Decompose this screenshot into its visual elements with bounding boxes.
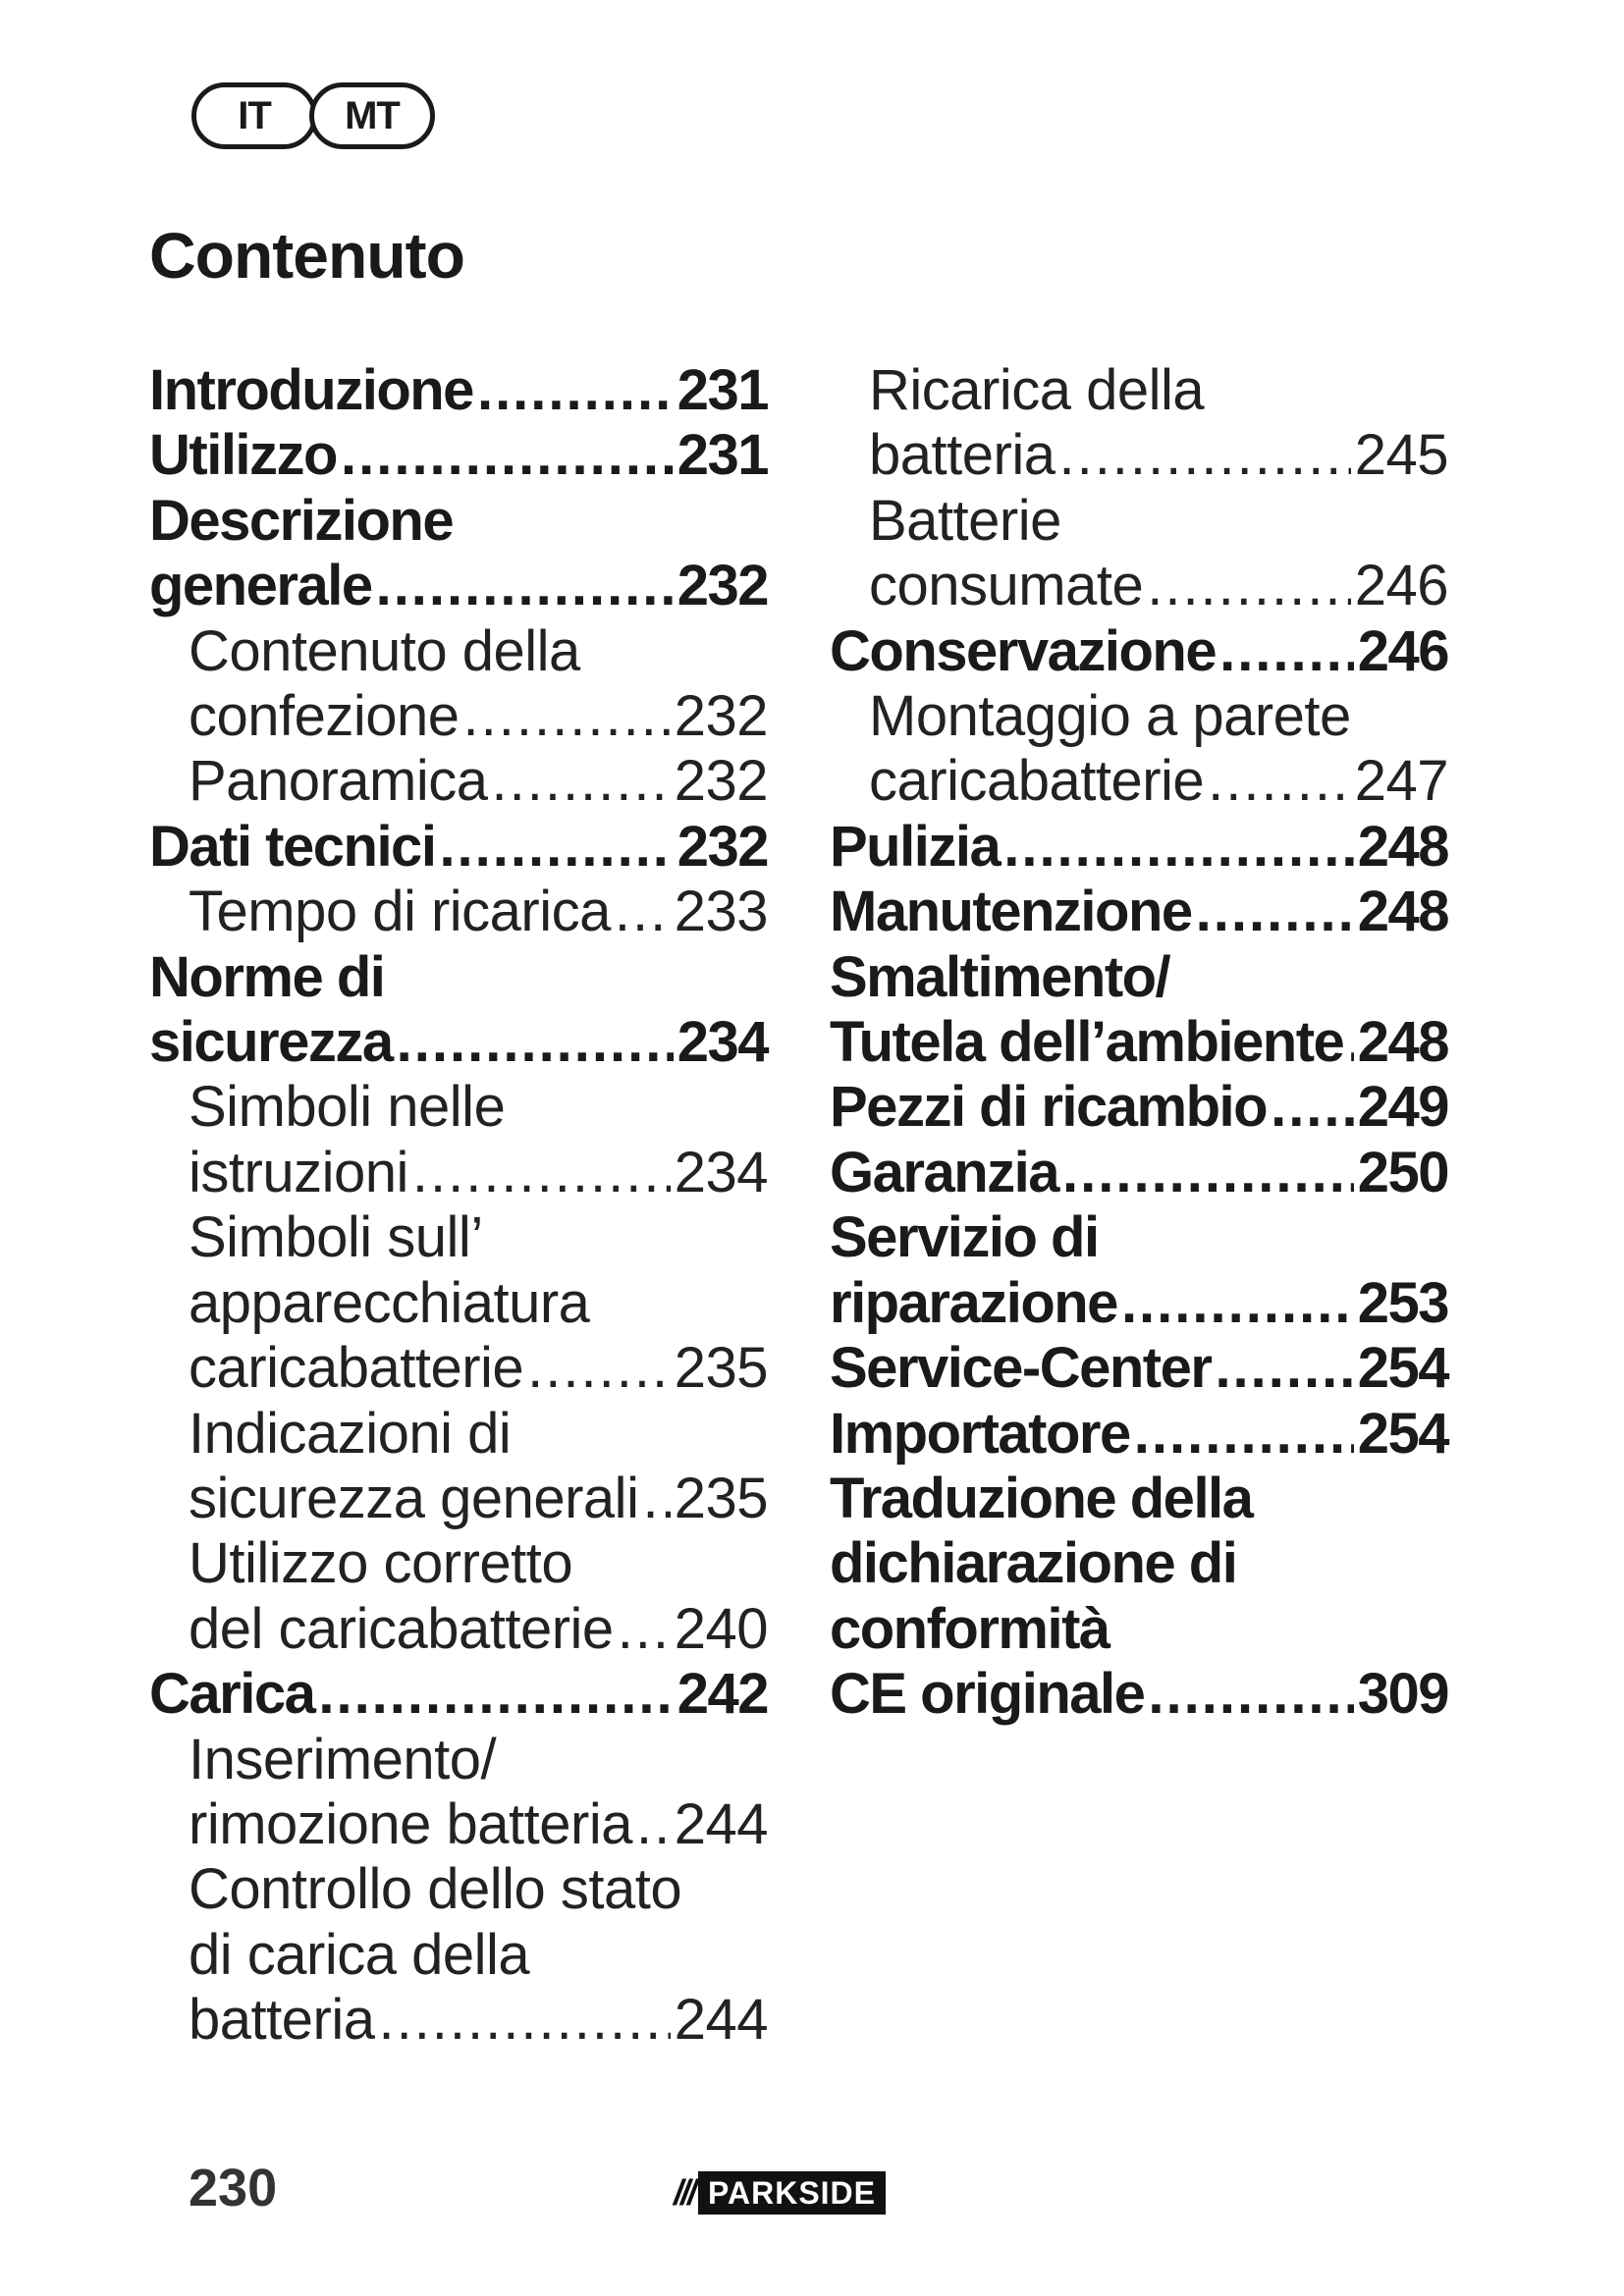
toc-entry-continued bbox=[830, 1205, 1448, 1270]
toc-leader-dots bbox=[318, 1662, 673, 1727]
toc-page-number: 234 bbox=[674, 1140, 768, 1204]
toc-entry bbox=[830, 749, 1448, 814]
toc-entry-label: Utilizzo corretto bbox=[189, 1531, 573, 1596]
toc-entry-continued bbox=[830, 684, 1448, 749]
toc-entry-label: batteria bbox=[189, 1988, 375, 2053]
toc-leader-dots bbox=[1208, 749, 1351, 814]
toc-page-number: 247 bbox=[1354, 749, 1448, 814]
toc-leader-dots bbox=[477, 358, 674, 423]
toc-leader-dots bbox=[642, 1467, 670, 1531]
toc-page-number: 248 bbox=[1357, 1010, 1448, 1075]
toc-entry-label: Dati tecnici bbox=[149, 814, 436, 879]
toc-entry-label: rimozione batteria bbox=[189, 1791, 632, 1856]
toc-page-number: 246 bbox=[1354, 554, 1448, 618]
toc-entry-label: Carica bbox=[149, 1662, 315, 1727]
toc-page-number: 309 bbox=[1357, 1662, 1448, 1727]
toc-entry bbox=[149, 554, 768, 618]
toc-page-number: 250 bbox=[1357, 1140, 1448, 1204]
toc-entry-label: Panoramica bbox=[189, 749, 488, 814]
toc-entry-label: confezione bbox=[189, 684, 460, 749]
toc-entry-label: Tempo di ricarica bbox=[189, 880, 611, 944]
toc-entry bbox=[830, 1010, 1448, 1075]
toc-page-number: 248 bbox=[1357, 880, 1448, 944]
toc-entry-label: Simboli sull’ bbox=[189, 1205, 483, 1270]
toc-leader-dots bbox=[1062, 1141, 1354, 1205]
toc-entry-continued bbox=[149, 1923, 768, 1988]
toc-page-number: 234 bbox=[677, 1010, 768, 1075]
toc-entry bbox=[149, 880, 768, 944]
toc-entry-label: batteria bbox=[869, 423, 1056, 488]
toc-entry-continued bbox=[149, 1531, 768, 1596]
page-title: Contenuto bbox=[149, 219, 464, 292]
toc-entry bbox=[830, 1271, 1448, 1336]
toc-entry-label: Descrizione bbox=[149, 488, 454, 553]
toc-entry-continued bbox=[149, 945, 768, 1010]
toc-leader-dots bbox=[341, 423, 674, 488]
toc-entry-continued bbox=[830, 358, 1448, 423]
toc-page-number: 244 bbox=[674, 1988, 768, 2053]
toc-entry-continued bbox=[149, 1857, 768, 1922]
toc-leader-dots bbox=[1196, 880, 1354, 944]
toc-entry-label: dichiarazione di bbox=[830, 1531, 1237, 1596]
toc-entry-continued bbox=[830, 1467, 1448, 1531]
toc-entry bbox=[149, 1467, 768, 1531]
toc-entry-label: caricabatterie bbox=[869, 749, 1205, 814]
toc-page-number: 233 bbox=[674, 880, 768, 944]
toc-leader-dots bbox=[378, 1988, 670, 2053]
toc-leader-dots bbox=[1134, 1402, 1354, 1467]
toc-entry bbox=[830, 423, 1448, 488]
toc-entry bbox=[830, 1336, 1448, 1401]
toc-page-number: 244 bbox=[674, 1791, 768, 1856]
toc-entry-continued bbox=[149, 1075, 768, 1140]
toc-entry-label: Contenuto della bbox=[189, 618, 580, 683]
toc-entry bbox=[149, 1597, 768, 1662]
toc-leader-dots bbox=[1003, 815, 1354, 880]
toc-leader-dots bbox=[1148, 1662, 1353, 1727]
language-badge-it: IT bbox=[191, 82, 317, 149]
toc-entry bbox=[149, 1141, 768, 1205]
toc-leader-dots bbox=[376, 554, 674, 618]
toc-entry-label: Inserimento/ bbox=[189, 1727, 497, 1791]
toc-entry-label: Montaggio a parete bbox=[869, 684, 1351, 749]
toc-leader-dots bbox=[618, 1597, 671, 1662]
toc-entry-label: del caricabatterie bbox=[189, 1596, 614, 1661]
toc-entry-label: Manutenzione bbox=[830, 880, 1192, 944]
toc-entry-continued bbox=[149, 619, 768, 684]
toc-page-number: 235 bbox=[674, 1466, 768, 1530]
toc-page-number: 232 bbox=[674, 684, 768, 749]
toc-right-column bbox=[830, 358, 1448, 1728]
toc-entry-label: Simboli nelle bbox=[189, 1075, 506, 1140]
toc-page-number: 232 bbox=[677, 554, 768, 618]
toc-leader-dots bbox=[1058, 423, 1350, 488]
toc-entry-label: sicurezza bbox=[149, 1010, 393, 1075]
brand-logo bbox=[674, 2171, 886, 2215]
toc-entry-label: Pezzi di ricambio bbox=[830, 1075, 1268, 1140]
toc-entry-label: generale bbox=[149, 554, 372, 618]
toc-entry-label: apparecchiatura bbox=[189, 1270, 590, 1335]
toc-entry-label: Traduzione della bbox=[830, 1466, 1253, 1530]
toc-entry-label: conformità bbox=[830, 1596, 1110, 1661]
toc-page-number: 231 bbox=[677, 358, 768, 422]
toc-entry bbox=[149, 1336, 768, 1401]
toc-entry-label: Importatore bbox=[830, 1401, 1130, 1466]
toc-leader-dots bbox=[1347, 1010, 1353, 1075]
toc-page-number: 231 bbox=[677, 423, 768, 488]
toc-leader-dots bbox=[439, 815, 673, 880]
toc-page-number: 232 bbox=[674, 749, 768, 814]
toc-entry-label: Service-Center bbox=[830, 1336, 1212, 1401]
toc-entry bbox=[830, 1662, 1448, 1727]
toc-entry-label: Utilizzo bbox=[149, 423, 337, 488]
toc-leader-dots bbox=[1271, 1075, 1354, 1140]
brand-name: PARKSIDE bbox=[698, 2171, 886, 2215]
language-badge-mt: MT bbox=[309, 82, 435, 149]
toc-entry-continued bbox=[830, 1597, 1448, 1662]
toc-entry bbox=[149, 1792, 768, 1857]
toc-entry bbox=[830, 1141, 1448, 1205]
toc-entry bbox=[830, 880, 1448, 944]
toc-leader-dots bbox=[412, 1141, 671, 1205]
toc-entry-label: Controllo dello stato bbox=[189, 1857, 682, 1922]
toc-entry bbox=[830, 815, 1448, 880]
toc-entry-label: caricabatterie bbox=[189, 1336, 524, 1401]
toc-page-number: 242 bbox=[677, 1662, 768, 1727]
toc-page-number: 254 bbox=[1357, 1401, 1448, 1466]
toc-entry bbox=[149, 1988, 768, 2053]
brand-slashes: /// bbox=[674, 2172, 695, 2213]
toc-left-column bbox=[149, 358, 768, 2054]
toc-leader-dots bbox=[527, 1336, 671, 1401]
toc-entry-label: Batterie bbox=[869, 488, 1061, 553]
toc-page-number: 245 bbox=[1354, 423, 1448, 488]
toc-page-number: 235 bbox=[674, 1336, 768, 1401]
toc-leader-dots bbox=[491, 749, 670, 814]
toc-entry bbox=[149, 749, 768, 814]
toc-entry-label: Pulizia bbox=[830, 814, 1001, 879]
toc-leader-dots bbox=[1121, 1271, 1354, 1336]
toc-entry bbox=[830, 1402, 1448, 1467]
toc-leader-dots bbox=[615, 880, 671, 944]
toc-entry-continued bbox=[149, 489, 768, 554]
toc-entry-label: Norme di bbox=[149, 944, 385, 1009]
toc-entry-label: Smaltimento/ bbox=[830, 944, 1170, 1009]
toc-entry-label: Conservazione bbox=[830, 618, 1217, 683]
toc-entry-label: Servizio di bbox=[830, 1205, 1099, 1270]
toc-leader-dots bbox=[636, 1792, 671, 1857]
toc-page-number: 248 bbox=[1357, 814, 1448, 879]
toc-entry-label: CE originale bbox=[830, 1662, 1145, 1727]
toc-entry-continued bbox=[149, 1271, 768, 1336]
toc-entry bbox=[149, 815, 768, 880]
toc-entry-label: sicurezza generali bbox=[189, 1466, 639, 1530]
toc-entry-continued bbox=[149, 1205, 768, 1270]
toc-entry-label: consumate bbox=[869, 554, 1144, 618]
toc-leader-dots bbox=[463, 684, 671, 749]
toc-entry bbox=[830, 1075, 1448, 1140]
toc-leader-dots bbox=[397, 1010, 674, 1075]
toc-entry bbox=[149, 684, 768, 749]
toc-entry bbox=[149, 423, 768, 488]
toc-entry bbox=[830, 554, 1448, 618]
toc-entry-continued bbox=[149, 1402, 768, 1467]
toc-leader-dots bbox=[1219, 619, 1354, 684]
toc-page-number: 253 bbox=[1357, 1270, 1448, 1335]
toc-page-number: 246 bbox=[1357, 618, 1448, 683]
toc-page-number: 240 bbox=[674, 1596, 768, 1661]
page-number: 230 bbox=[189, 2159, 278, 2217]
toc-entry-continued bbox=[830, 945, 1448, 1010]
toc-entry bbox=[830, 619, 1448, 684]
toc-entry-label: Indicazioni di bbox=[189, 1401, 512, 1466]
toc-entry-label: Tutela dell’ambiente bbox=[830, 1010, 1344, 1075]
toc-page-number: 249 bbox=[1357, 1075, 1448, 1140]
language-badges bbox=[191, 82, 435, 149]
toc-leader-dots bbox=[1215, 1336, 1353, 1401]
toc-page-number: 254 bbox=[1357, 1336, 1448, 1401]
toc-page-number: 232 bbox=[677, 814, 768, 879]
toc-entry bbox=[149, 358, 768, 423]
toc-entry bbox=[149, 1010, 768, 1075]
toc-entry-label: di carica della bbox=[189, 1922, 530, 1987]
toc-entry-label: riparazione bbox=[830, 1270, 1117, 1335]
toc-entry-label: Ricarica della bbox=[869, 358, 1205, 422]
toc-entry-continued bbox=[149, 1728, 768, 1792]
toc-leader-dots bbox=[1147, 554, 1351, 618]
toc-entry-label: Garanzia bbox=[830, 1140, 1058, 1204]
toc-entry-label: istruzioni bbox=[189, 1140, 408, 1204]
toc-entry bbox=[149, 1662, 768, 1727]
toc-entry-label: Introduzione bbox=[149, 358, 473, 422]
toc-entry-continued bbox=[830, 489, 1448, 554]
toc-entry-continued bbox=[830, 1531, 1448, 1596]
